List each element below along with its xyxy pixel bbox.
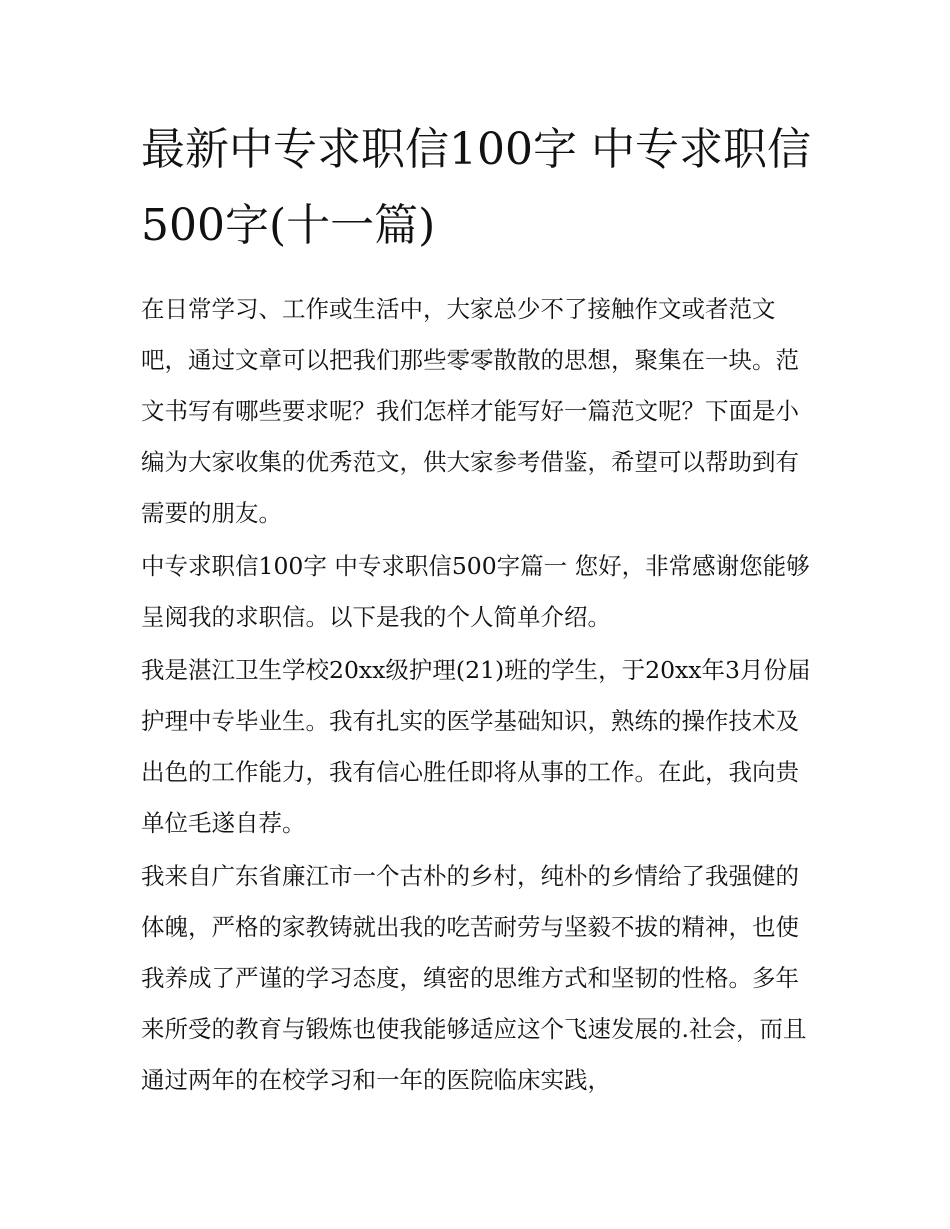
document-title: 最新中专求职信100字 中专求职信500字(十一篇) bbox=[141, 124, 811, 251]
paragraph-background: 我来自广东省廉江市一个古朴的乡村，纯朴的乡情给了我强健的体魄，严格的家教铸就出我的吃苦耐劳与坚毅不拔的精神，也使我养成了严谨的学习态度，缜密的思维方式和坚韧的性格。多年来所受的教育与锻炼也使我能够适应这个飞速发展的.社会，而且通过两年的在校学习和一年的医院临床实践， bbox=[141, 862, 807, 1094]
paragraph-self-introduction: 我是湛江卫生学校20xx级护理(21)班的学生，于20xx年3月份届护理中专毕业生。我有扎实的医学基础知识，熟练的操作技术及出色的工作能力，我有信心胜任即将从事的工作。在此，我向贵单位毛遂自荐。 bbox=[141, 656, 811, 837]
paragraph-greeting: 中专求职信100字 中专求职信500字篇一 您好，非常感谢您能够呈阅我的求职信。以下是我的个人简单介绍。 bbox=[141, 552, 810, 631]
paragraph-intro: 在日常学习、工作或生活中，大家总少不了接触作文或者范文吧，通过文章可以把我们那些零零散散的思想，聚集在一块。范文书写有哪些要求呢？我们怎样才能写好一篇范文呢？下面是小编为大家收集的优秀范文，供大家参考借鉴，希望可以帮助到有需要的朋友。 bbox=[141, 295, 799, 527]
document-body bbox=[141, 112, 821, 1108]
